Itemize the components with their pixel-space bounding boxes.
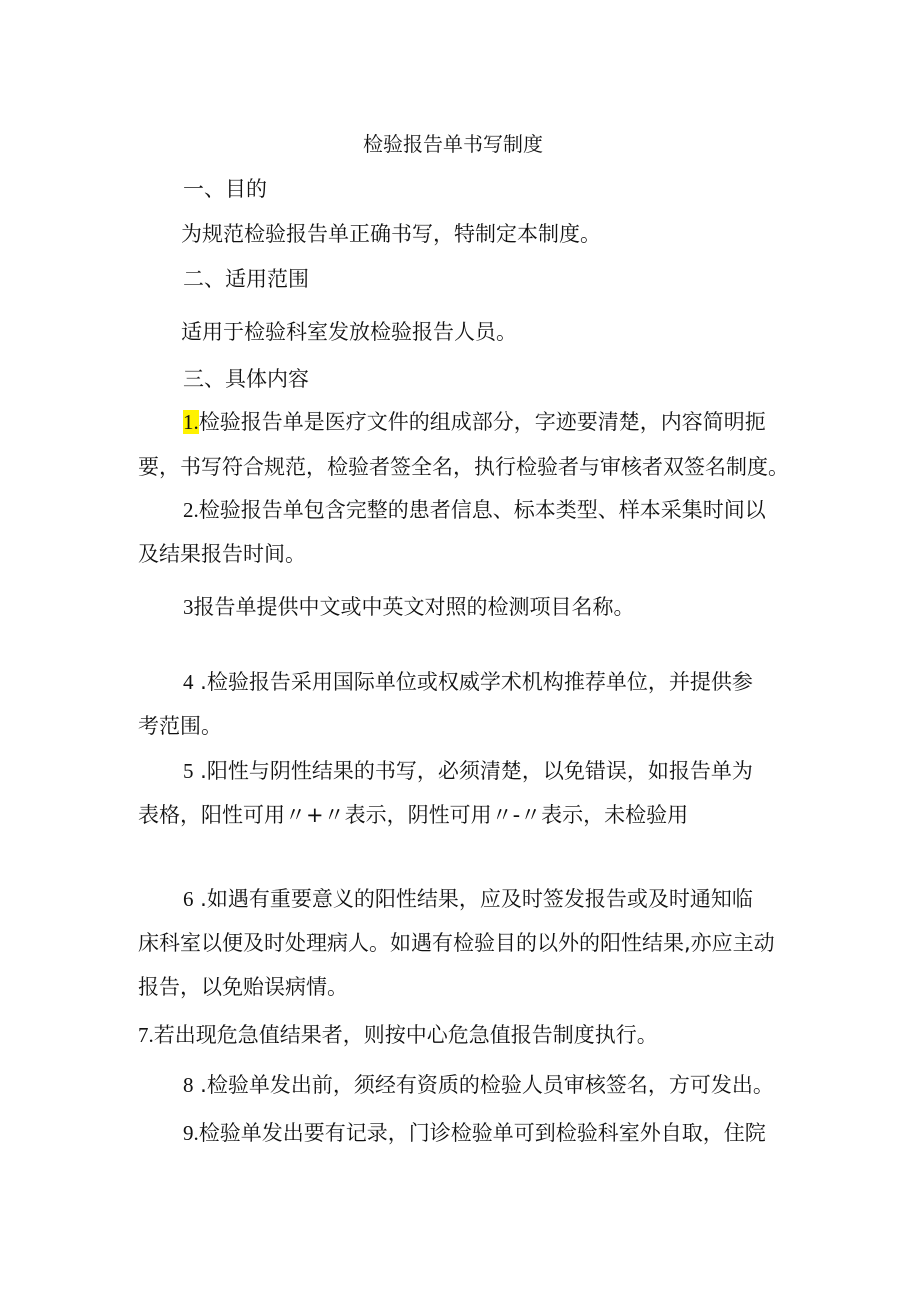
item-9-text-1: 检验单发出要有记录，门诊检验单可到检验科室外自取，住院 <box>198 1121 766 1145</box>
item-6-text-1: .如遇有重要意义的阳性结果，应及时签发报告或及时通知临 <box>193 887 753 911</box>
item-1-text-1: 检验报告单是医疗文件的组成部分，字迹要清楚，内容简明扼 <box>198 410 766 434</box>
item-5-text-1: .阳性与阴性结果的书写，必须清楚，以免错误，如报告单为 <box>193 759 753 783</box>
item-1-line-1 <box>183 408 766 436</box>
item-4-line-2: 考范围。 <box>138 714 222 738</box>
item-4-text-1: .检验报告采用国际单位或权威学术机构推荐单位，并提供参 <box>193 670 753 694</box>
section-2-text: 适用于检验科室发放检验报告人员。 <box>181 320 517 344</box>
item-1-line-2: 要，书写符合规范，检验者签全名，执行检验者与审核者双签名制度。 <box>138 455 789 479</box>
item-8-text-1: .检验单发出前，须经有资质的检验人员审核签名，方可发出。 <box>193 1073 774 1097</box>
item-4-number: 4 <box>183 670 194 694</box>
item-5-line-1 <box>183 757 753 785</box>
item-5-number: 5 <box>183 759 194 783</box>
item-1-number: 1. <box>183 410 199 434</box>
item-7-line-1 <box>138 1021 658 1049</box>
section-1-text: 为规范检验报告单正确书写，特制定本制度。 <box>181 222 601 246</box>
item-5-line-2: 表格，阳性可用〃+〃表示，阴性可用〃-〃表示，未检验用 <box>138 803 689 827</box>
item-6-line-2: 床科室以便及时处理病人。如遇有检验目的以外的阳性结果,亦应主动 <box>138 931 775 955</box>
item-7-number: 7. <box>138 1023 154 1047</box>
item-9-number: 9. <box>183 1121 199 1145</box>
document-title: 检验报告单书写制度 <box>363 132 543 156</box>
item-3-text-1: 报告单提供中文或中英文对照的检测项目名称。 <box>193 595 635 619</box>
section-3-heading: 三、具体内容 <box>183 367 309 391</box>
item-6-line-3: 报告，以免贻误病情。 <box>138 975 348 999</box>
item-9-line-1 <box>183 1119 766 1147</box>
item-2-line-2: 及结果报告时间。 <box>138 542 306 566</box>
item-3-number: 3 <box>183 595 194 619</box>
item-8-number: 8 <box>183 1073 194 1097</box>
item-2-number: 2. <box>183 498 199 522</box>
item-6-line-1 <box>183 885 753 913</box>
item-6-number: 6 <box>183 887 194 911</box>
item-2-line-1 <box>183 496 766 524</box>
item-7-text-1: 若出现危急值结果者，则按中心危急值报告制度执行。 <box>153 1023 658 1047</box>
item-2-text-1: 检验报告单包含完整的患者信息、标本类型、样本采集时间以 <box>198 498 766 522</box>
item-4-line-1 <box>183 668 753 696</box>
item-3-line-1 <box>183 593 635 621</box>
section-2-heading: 二、适用范围 <box>183 267 309 291</box>
item-8-line-1 <box>183 1071 774 1099</box>
section-1-heading: 一、目的 <box>183 177 267 201</box>
